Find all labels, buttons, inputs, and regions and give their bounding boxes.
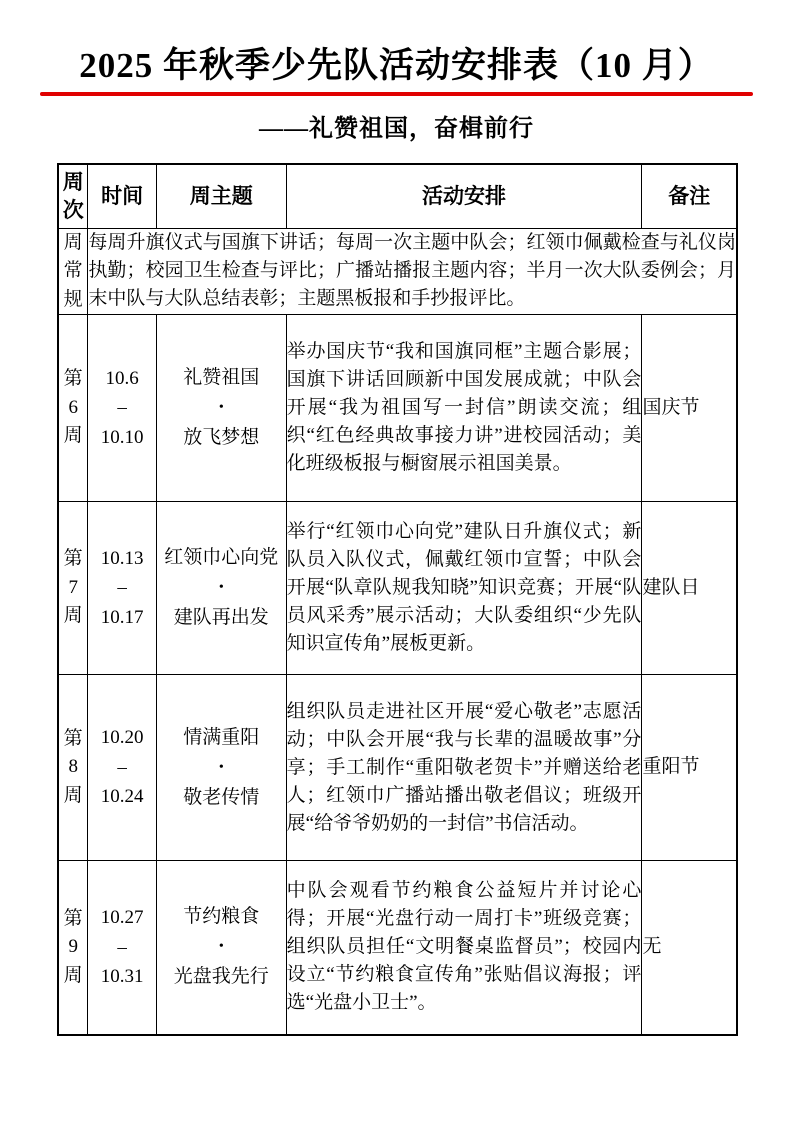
week-theme — [156, 502, 286, 675]
theme-top: 红领巾心向党 — [164, 547, 279, 568]
time-end: 10.10 — [100, 426, 144, 448]
time-start: 10.13 — [100, 547, 144, 569]
activities-text: 中队会观看节约粮食公益短片并讨论心得；开展“光盘行动一周打卡”班级竞赛；组织队员担任“文明餐桌监督员”；校园内设立“节约粮食宣传角”张贴倡议海报；评选“光盘小卫士”。 — [286, 861, 642, 1035]
table-row — [58, 861, 737, 1035]
note-text: 重阳节 — [642, 675, 737, 861]
note-text: 国庆节 — [642, 315, 737, 502]
theme-bottom: 光盘我先行 — [173, 966, 269, 988]
routine-row — [58, 228, 737, 315]
note-text: 建队日 — [642, 502, 737, 675]
time-range — [88, 502, 157, 675]
time-start: 10.6 — [105, 367, 139, 389]
theme-top: 情满重阳 — [183, 726, 260, 748]
time-range — [88, 861, 157, 1035]
page-title: 2025 年秋季少先队活动安排表（10 月） — [79, 46, 714, 85]
header-week: 周次 — [58, 164, 88, 228]
routine-week-label: 周常规 — [58, 228, 88, 315]
time-range — [88, 675, 157, 861]
time-end: 10.17 — [100, 606, 144, 628]
header-time: 时间 — [88, 164, 157, 228]
header-theme: 周主题 — [156, 164, 286, 228]
header-activities: 活动安排 — [286, 164, 642, 228]
table-header-row — [58, 164, 737, 228]
table-row — [58, 675, 737, 861]
time-end: 10.31 — [100, 965, 144, 987]
time-range — [88, 315, 157, 502]
time-dash: – — [117, 756, 127, 778]
bullet-dot-icon: • — [218, 759, 224, 775]
week-label: 第9周 — [58, 861, 88, 1035]
page-subtitle: ——礼赞祖国，奋楫前行 — [259, 115, 534, 142]
bullet-dot-icon: • — [218, 400, 224, 415]
routine-content: 每周升旗仪式与国旗下讲话；每周一次主题中队会；红领巾佩戴检查与礼仪岗执勤；校园卫生检查与评比；广播站播报主题内容；半月一次大队委例会；月末中队与大队总结表彰；主题黑板报和手抄报评比。 — [88, 228, 737, 315]
time-end: 10.24 — [100, 786, 144, 808]
header-note: 备注 — [642, 164, 737, 228]
week-theme — [156, 861, 286, 1035]
theme-top: 节约粮食 — [183, 906, 260, 928]
activities-text: 举办国庆节“我和国旗同框”主题合影展；国旗下讲话回顾新中国发展成就；中队会开展“我为祖国写一封信”朗读交流；组织“红色经典故事接力讲”进校园活动；美化班级板报与橱窗展示祖国美景。 — [286, 315, 642, 502]
week-theme — [156, 315, 286, 502]
activity-schedule-table — [57, 163, 738, 1036]
table-row — [58, 502, 737, 675]
time-start: 10.27 — [100, 907, 144, 929]
week-label: 第6周 — [58, 315, 88, 502]
theme-top: 礼赞祖国 — [183, 367, 260, 388]
activities-text: 组织队员走进社区开展“爱心敬老”志愿活动；中队会开展“我与长辈的温暖故事”分享；手工制作“重阳敬老贺卡”并赠送给老人；红领巾广播站播出敬老倡议；班级开展“给爷爷奶奶的一封信”书信活动。 — [286, 675, 642, 861]
theme-bottom: 敬老传情 — [183, 786, 260, 808]
week-label: 第8周 — [58, 675, 88, 861]
theme-bottom: 建队再出发 — [173, 607, 269, 628]
time-dash: – — [117, 577, 127, 599]
time-dash: – — [117, 397, 127, 419]
time-dash: – — [117, 936, 127, 958]
week-theme — [156, 675, 286, 861]
theme-bottom: 放飞梦想 — [183, 427, 260, 448]
bullet-dot-icon: • — [218, 580, 224, 595]
bullet-dot-icon: • — [218, 939, 224, 955]
table-row — [58, 315, 737, 502]
week-label: 第7周 — [58, 502, 88, 675]
time-start: 10.20 — [100, 727, 144, 749]
note-text: 无 — [642, 861, 737, 1035]
activities-text: 举行“红领巾心向党”建队日升旗仪式；新队员入队仪式，佩戴红领巾宣誓；中队会开展“队章队规我知晓”知识竞赛；开展“队员风采秀”展示活动；大队委组织“少先队知识宣传角”展板更新。 — [286, 502, 642, 675]
